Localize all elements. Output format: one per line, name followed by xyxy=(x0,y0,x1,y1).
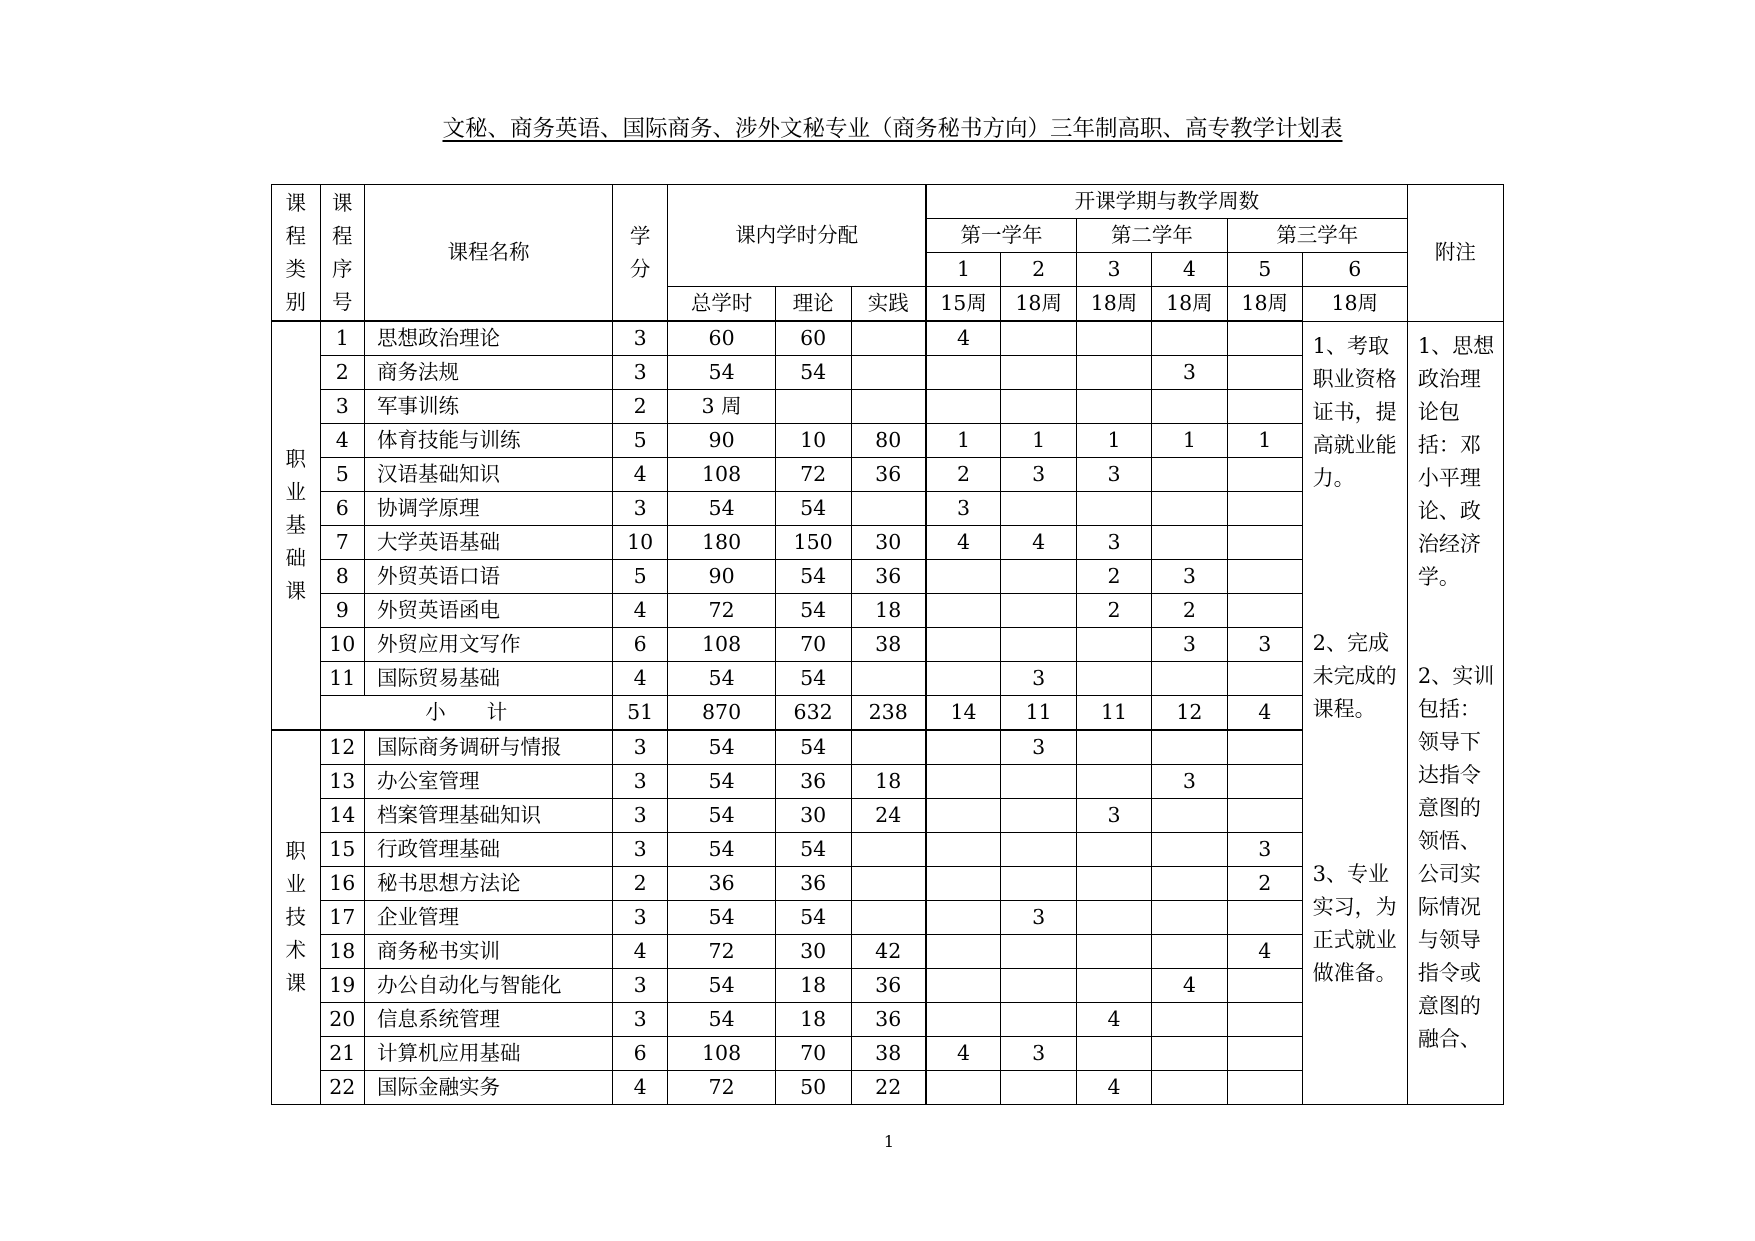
course-name: 思想政治理论 xyxy=(365,321,613,356)
semester-4-hours xyxy=(1151,492,1227,526)
semester-2-hours xyxy=(1001,765,1077,799)
semester-1-hours xyxy=(926,833,1001,867)
subtotal-semester-2: 11 xyxy=(1001,696,1077,731)
semester-2-hours: 4 xyxy=(1001,526,1077,560)
semester-4-hours xyxy=(1151,321,1227,356)
header-weeks: 18周 xyxy=(1227,287,1302,322)
semester-3-hours: 1 xyxy=(1077,424,1152,458)
course-theory: 54 xyxy=(775,492,851,526)
course-total-hours: 54 xyxy=(668,969,775,1003)
course-total-hours: 54 xyxy=(668,662,775,696)
semester-5-hours xyxy=(1227,560,1302,594)
course-no: 14 xyxy=(320,799,365,833)
course-theory: 54 xyxy=(775,594,851,628)
course-no: 21 xyxy=(320,1037,365,1071)
course-theory: 60 xyxy=(775,321,851,356)
semester-5-hours xyxy=(1227,662,1302,696)
semester-5-hours: 3 xyxy=(1227,833,1302,867)
course-theory: 54 xyxy=(775,833,851,867)
semester-3-hours: 3 xyxy=(1077,526,1152,560)
semester-5-hours xyxy=(1227,1071,1302,1105)
semester-5-hours xyxy=(1227,390,1302,424)
semester-4-hours: 1 xyxy=(1151,424,1227,458)
course-theory: 70 xyxy=(775,628,851,662)
course-practice xyxy=(851,730,926,765)
semester-1-hours: 2 xyxy=(926,458,1001,492)
course-credit: 2 xyxy=(612,390,668,424)
course-no: 7 xyxy=(320,526,365,560)
course-total-hours: 54 xyxy=(668,765,775,799)
course-theory: 54 xyxy=(775,560,851,594)
course-name: 外贸英语函电 xyxy=(365,594,613,628)
course-no: 3 xyxy=(320,390,365,424)
semester-1-hours xyxy=(926,867,1001,901)
header-credit: 学 分 xyxy=(612,185,668,322)
semester6-notes-item: 1、考取职业资格证书，提高就业能力。 xyxy=(1312,333,1397,490)
header-weeks: 18周 xyxy=(1001,287,1077,322)
semester-3-hours xyxy=(1077,662,1152,696)
course-total-hours: 108 xyxy=(668,628,775,662)
course-total-hours: 54 xyxy=(668,901,775,935)
semester-3-hours xyxy=(1077,765,1152,799)
header-semester: 5 xyxy=(1227,253,1302,287)
remark-notes-item: 1、思想政治理论包括：邓小平理论、政治经济学。 xyxy=(1417,333,1495,589)
course-total-hours: 54 xyxy=(668,799,775,833)
semester-2-hours xyxy=(1001,833,1077,867)
course-credit: 3 xyxy=(612,730,668,765)
teaching-plan-table xyxy=(271,184,1504,1105)
course-credit: 3 xyxy=(612,1003,668,1037)
course-total-hours: 72 xyxy=(668,594,775,628)
course-credit: 5 xyxy=(612,560,668,594)
semester-1-hours: 1 xyxy=(926,424,1001,458)
course-no: 11 xyxy=(320,662,365,696)
course-theory: 30 xyxy=(775,799,851,833)
semester-4-hours xyxy=(1151,799,1227,833)
semester-3-hours: 2 xyxy=(1077,560,1152,594)
course-name: 外贸英语口语 xyxy=(365,560,613,594)
semester-4-hours: 3 xyxy=(1151,628,1227,662)
course-total-hours: 54 xyxy=(668,1003,775,1037)
course-total-hours: 90 xyxy=(668,424,775,458)
course-name: 国际金融实务 xyxy=(365,1071,613,1105)
header-year: 第三学年 xyxy=(1227,219,1407,253)
semester-3-hours xyxy=(1077,867,1152,901)
course-name: 行政管理基础 xyxy=(365,833,613,867)
course-total-hours: 54 xyxy=(668,356,775,390)
course-credit: 4 xyxy=(612,662,668,696)
header-category: 课 程 类 别 xyxy=(272,185,321,322)
course-practice: 36 xyxy=(851,969,926,1003)
course-credit: 3 xyxy=(612,969,668,1003)
page-number: 1 xyxy=(883,1132,895,1151)
semester-1-hours: 4 xyxy=(926,321,1001,356)
course-name: 军事训练 xyxy=(365,390,613,424)
course-name: 汉语基础知识 xyxy=(365,458,613,492)
semester-3-hours xyxy=(1077,628,1152,662)
semester-5-hours xyxy=(1227,526,1302,560)
course-theory xyxy=(775,390,851,424)
category-cell: 职 业 基 础 课 xyxy=(272,321,321,730)
semester-3-hours: 4 xyxy=(1077,1003,1152,1037)
semester-1-hours xyxy=(926,356,1001,390)
semester6-notes xyxy=(1302,321,1407,1105)
course-credit: 3 xyxy=(612,356,668,390)
header-practice: 实践 xyxy=(851,287,926,322)
header-semester: 4 xyxy=(1151,253,1227,287)
subtotal-semester-1: 14 xyxy=(926,696,1001,731)
semester-3-hours: 4 xyxy=(1077,1071,1152,1105)
course-practice xyxy=(851,867,926,901)
semester-4-hours xyxy=(1151,1071,1227,1105)
course-practice: 36 xyxy=(851,1003,926,1037)
header-semester: 3 xyxy=(1077,253,1152,287)
course-credit: 3 xyxy=(612,799,668,833)
semester-2-hours xyxy=(1001,628,1077,662)
semester-5-hours xyxy=(1227,799,1302,833)
course-no: 17 xyxy=(320,901,365,935)
semester-5-hours xyxy=(1227,492,1302,526)
course-total-hours: 36 xyxy=(668,867,775,901)
course-name: 协调学原理 xyxy=(365,492,613,526)
semester-2-hours: 3 xyxy=(1001,458,1077,492)
header-theory: 理论 xyxy=(775,287,851,322)
course-name: 大学英语基础 xyxy=(365,526,613,560)
course-name: 办公自动化与智能化 xyxy=(365,969,613,1003)
course-practice: 18 xyxy=(851,765,926,799)
course-total-hours: 54 xyxy=(668,492,775,526)
course-theory: 54 xyxy=(775,356,851,390)
course-credit: 4 xyxy=(612,1071,668,1105)
header-remark: 附注 xyxy=(1407,185,1503,322)
course-no: 18 xyxy=(320,935,365,969)
semester-5-hours xyxy=(1227,594,1302,628)
course-name: 商务法规 xyxy=(365,356,613,390)
semester-2-hours xyxy=(1001,799,1077,833)
subtotal-semester-3: 11 xyxy=(1077,696,1152,731)
semester-2-hours: 3 xyxy=(1001,1037,1077,1071)
semester-4-hours xyxy=(1151,730,1227,765)
course-no: 9 xyxy=(320,594,365,628)
semester-2-hours: 3 xyxy=(1001,662,1077,696)
semester6-notes-item: 3、专业实习，为正式就业做准备。 xyxy=(1312,861,1397,985)
semester-4-hours: 4 xyxy=(1151,969,1227,1003)
header-weeks: 15周 xyxy=(926,287,1001,322)
course-practice: 30 xyxy=(851,526,926,560)
subtotal-practice: 238 xyxy=(851,696,926,731)
semester-2-hours xyxy=(1001,390,1077,424)
course-total-hours: 72 xyxy=(668,1071,775,1105)
course-total-hours: 72 xyxy=(668,935,775,969)
semester-4-hours: 3 xyxy=(1151,560,1227,594)
course-name: 信息系统管理 xyxy=(365,1003,613,1037)
semester-2-hours: 1 xyxy=(1001,424,1077,458)
subtotal-semester-5: 4 xyxy=(1227,696,1302,731)
semester-2-hours xyxy=(1001,594,1077,628)
semester-1-hours: 4 xyxy=(926,526,1001,560)
header-hours-group: 课内学时分配 xyxy=(668,185,926,287)
course-name: 商务秘书实训 xyxy=(365,935,613,969)
semester-1-hours xyxy=(926,560,1001,594)
course-name: 办公室管理 xyxy=(365,765,613,799)
course-no: 10 xyxy=(320,628,365,662)
table-row xyxy=(272,321,1504,356)
course-credit: 3 xyxy=(612,901,668,935)
course-theory: 150 xyxy=(775,526,851,560)
course-practice: 42 xyxy=(851,935,926,969)
course-name: 计算机应用基础 xyxy=(365,1037,613,1071)
course-credit: 3 xyxy=(612,492,668,526)
header-semester: 6 xyxy=(1302,253,1407,287)
remark-notes-item: 2、实训包括：领导下达指令意图的领悟、公司实际情况与领导指令或意图的融合、 xyxy=(1417,663,1495,1051)
course-no: 12 xyxy=(320,730,365,765)
semester-1-hours: 4 xyxy=(926,1037,1001,1071)
header-weeks: 18周 xyxy=(1302,287,1407,322)
semester-1-hours: 3 xyxy=(926,492,1001,526)
semester-5-hours xyxy=(1227,1037,1302,1071)
course-credit: 2 xyxy=(612,867,668,901)
semester-4-hours: 3 xyxy=(1151,356,1227,390)
semester-2-hours xyxy=(1001,867,1077,901)
course-name: 外贸应用文写作 xyxy=(365,628,613,662)
course-theory: 54 xyxy=(775,730,851,765)
course-practice xyxy=(851,356,926,390)
semester-5-hours: 4 xyxy=(1227,935,1302,969)
semester-4-hours: 2 xyxy=(1151,594,1227,628)
course-no: 5 xyxy=(320,458,365,492)
course-practice: 38 xyxy=(851,628,926,662)
subtotal-label: 小 计 xyxy=(320,696,612,731)
header-weeks: 18周 xyxy=(1077,287,1152,322)
course-name: 国际商务调研与情报 xyxy=(365,730,613,765)
header-seq: 课 程 序 号 xyxy=(320,185,365,322)
semester-1-hours xyxy=(926,799,1001,833)
course-no: 8 xyxy=(320,560,365,594)
semester-4-hours xyxy=(1151,662,1227,696)
course-practice xyxy=(851,662,926,696)
course-total-hours: 108 xyxy=(668,458,775,492)
semester-1-hours xyxy=(926,662,1001,696)
semester-5-hours xyxy=(1227,969,1302,1003)
semester-3-hours xyxy=(1077,321,1152,356)
course-no: 22 xyxy=(320,1071,365,1105)
semester-1-hours xyxy=(926,594,1001,628)
semester-3-hours xyxy=(1077,730,1152,765)
course-no: 20 xyxy=(320,1003,365,1037)
semester-1-hours xyxy=(926,390,1001,424)
course-total-hours: 60 xyxy=(668,321,775,356)
semester-5-hours: 2 xyxy=(1227,867,1302,901)
course-theory: 50 xyxy=(775,1071,851,1105)
subtotal-total-hours: 870 xyxy=(668,696,775,731)
semester-5-hours: 3 xyxy=(1227,628,1302,662)
course-theory: 70 xyxy=(775,1037,851,1071)
course-no: 19 xyxy=(320,969,365,1003)
course-no: 16 xyxy=(320,867,365,901)
course-total-hours: 180 xyxy=(668,526,775,560)
semester-2-hours xyxy=(1001,1071,1077,1105)
semester-2-hours: 3 xyxy=(1001,730,1077,765)
course-practice: 38 xyxy=(851,1037,926,1071)
semester-1-hours xyxy=(926,969,1001,1003)
semester-3-hours xyxy=(1077,356,1152,390)
course-credit: 4 xyxy=(612,935,668,969)
semester-1-hours xyxy=(926,1071,1001,1105)
category-cell: 职 业 技 术 课 xyxy=(272,730,321,1105)
course-theory: 54 xyxy=(775,901,851,935)
course-no: 1 xyxy=(320,321,365,356)
header-total-hours: 总学时 xyxy=(668,287,775,322)
course-no: 2 xyxy=(320,356,365,390)
course-credit: 6 xyxy=(612,1037,668,1071)
course-total-hours: 54 xyxy=(668,730,775,765)
semester-4-hours xyxy=(1151,526,1227,560)
semester-2-hours xyxy=(1001,935,1077,969)
semester-3-hours: 3 xyxy=(1077,458,1152,492)
subtotal-theory: 632 xyxy=(775,696,851,731)
semester-5-hours: 1 xyxy=(1227,424,1302,458)
semester-2-hours: 3 xyxy=(1001,901,1077,935)
semester-4-hours xyxy=(1151,935,1227,969)
course-practice xyxy=(851,390,926,424)
course-practice: 80 xyxy=(851,424,926,458)
course-practice: 22 xyxy=(851,1071,926,1105)
course-practice xyxy=(851,321,926,356)
semester-2-hours xyxy=(1001,969,1077,1003)
course-credit: 5 xyxy=(612,424,668,458)
course-theory: 36 xyxy=(775,867,851,901)
course-total-hours: 108 xyxy=(668,1037,775,1071)
semester-5-hours xyxy=(1227,356,1302,390)
semester-1-hours xyxy=(926,1003,1001,1037)
course-theory: 18 xyxy=(775,1003,851,1037)
semester-2-hours xyxy=(1001,492,1077,526)
subtotal-semester-4: 12 xyxy=(1151,696,1227,731)
semester-2-hours xyxy=(1001,1003,1077,1037)
semester-5-hours xyxy=(1227,458,1302,492)
course-no: 15 xyxy=(320,833,365,867)
course-practice: 24 xyxy=(851,799,926,833)
course-practice xyxy=(851,833,926,867)
course-no: 13 xyxy=(320,765,365,799)
semester-5-hours xyxy=(1227,901,1302,935)
semester-4-hours xyxy=(1151,1003,1227,1037)
course-name: 体育技能与训练 xyxy=(365,424,613,458)
course-no: 6 xyxy=(320,492,365,526)
course-theory: 36 xyxy=(775,765,851,799)
header-semester-group: 开课学期与教学周数 xyxy=(926,185,1407,219)
course-theory: 10 xyxy=(775,424,851,458)
course-total-hours: 3 周 xyxy=(668,390,775,424)
course-practice xyxy=(851,492,926,526)
semester-3-hours: 2 xyxy=(1077,594,1152,628)
course-practice: 36 xyxy=(851,560,926,594)
semester6-notes-item: 2、完成未完成的课程。 xyxy=(1312,630,1397,721)
header-semester: 1 xyxy=(926,253,1001,287)
semester-4-hours: 3 xyxy=(1151,765,1227,799)
course-credit: 6 xyxy=(612,628,668,662)
semester-5-hours xyxy=(1227,730,1302,765)
course-theory: 30 xyxy=(775,935,851,969)
semester-1-hours xyxy=(926,765,1001,799)
course-name: 企业管理 xyxy=(365,901,613,935)
subtotal-credit: 51 xyxy=(612,696,668,731)
course-total-hours: 90 xyxy=(668,560,775,594)
course-theory: 54 xyxy=(775,662,851,696)
semester-4-hours xyxy=(1151,458,1227,492)
course-credit: 3 xyxy=(612,833,668,867)
header-weeks: 18周 xyxy=(1151,287,1227,322)
semester-2-hours xyxy=(1001,356,1077,390)
course-total-hours: 54 xyxy=(668,833,775,867)
semester-2-hours xyxy=(1001,560,1077,594)
course-credit: 4 xyxy=(612,458,668,492)
course-name: 国际贸易基础 xyxy=(365,662,613,696)
course-name: 档案管理基础知识 xyxy=(365,799,613,833)
course-theory: 18 xyxy=(775,969,851,1003)
semester-3-hours xyxy=(1077,833,1152,867)
course-practice: 36 xyxy=(851,458,926,492)
document-title: 文秘、商务英语、国际商务、涉外文秘专业（商务秘书方向）三年制高职、高专教学计划表 xyxy=(442,116,1343,142)
semester-3-hours xyxy=(1077,969,1152,1003)
semester-3-hours xyxy=(1077,901,1152,935)
semester-4-hours xyxy=(1151,833,1227,867)
course-theory: 72 xyxy=(775,458,851,492)
semester-2-hours xyxy=(1001,321,1077,356)
course-credit: 10 xyxy=(612,526,668,560)
course-credit: 3 xyxy=(612,321,668,356)
semester-5-hours xyxy=(1227,765,1302,799)
course-credit: 3 xyxy=(612,765,668,799)
semester-3-hours xyxy=(1077,390,1152,424)
header-course-name: 课程名称 xyxy=(365,185,613,322)
course-credit: 4 xyxy=(612,594,668,628)
semester-5-hours xyxy=(1227,1003,1302,1037)
course-practice xyxy=(851,901,926,935)
header-year: 第一学年 xyxy=(926,219,1077,253)
course-name: 秘书思想方法论 xyxy=(365,867,613,901)
semester-1-hours xyxy=(926,901,1001,935)
semester-4-hours xyxy=(1151,390,1227,424)
semester-4-hours xyxy=(1151,1037,1227,1071)
semester-3-hours: 3 xyxy=(1077,799,1152,833)
semester-3-hours xyxy=(1077,1037,1152,1071)
header-semester: 2 xyxy=(1001,253,1077,287)
remark-notes xyxy=(1407,321,1503,1105)
header-row xyxy=(272,185,1504,219)
semester-3-hours xyxy=(1077,935,1152,969)
header-year: 第二学年 xyxy=(1077,219,1228,253)
course-practice: 18 xyxy=(851,594,926,628)
course-no: 4 xyxy=(320,424,365,458)
semester-1-hours xyxy=(926,730,1001,765)
semester-3-hours xyxy=(1077,492,1152,526)
semester-1-hours xyxy=(926,628,1001,662)
semester-5-hours xyxy=(1227,321,1302,356)
semester-4-hours xyxy=(1151,867,1227,901)
semester-1-hours xyxy=(926,935,1001,969)
semester-4-hours xyxy=(1151,901,1227,935)
